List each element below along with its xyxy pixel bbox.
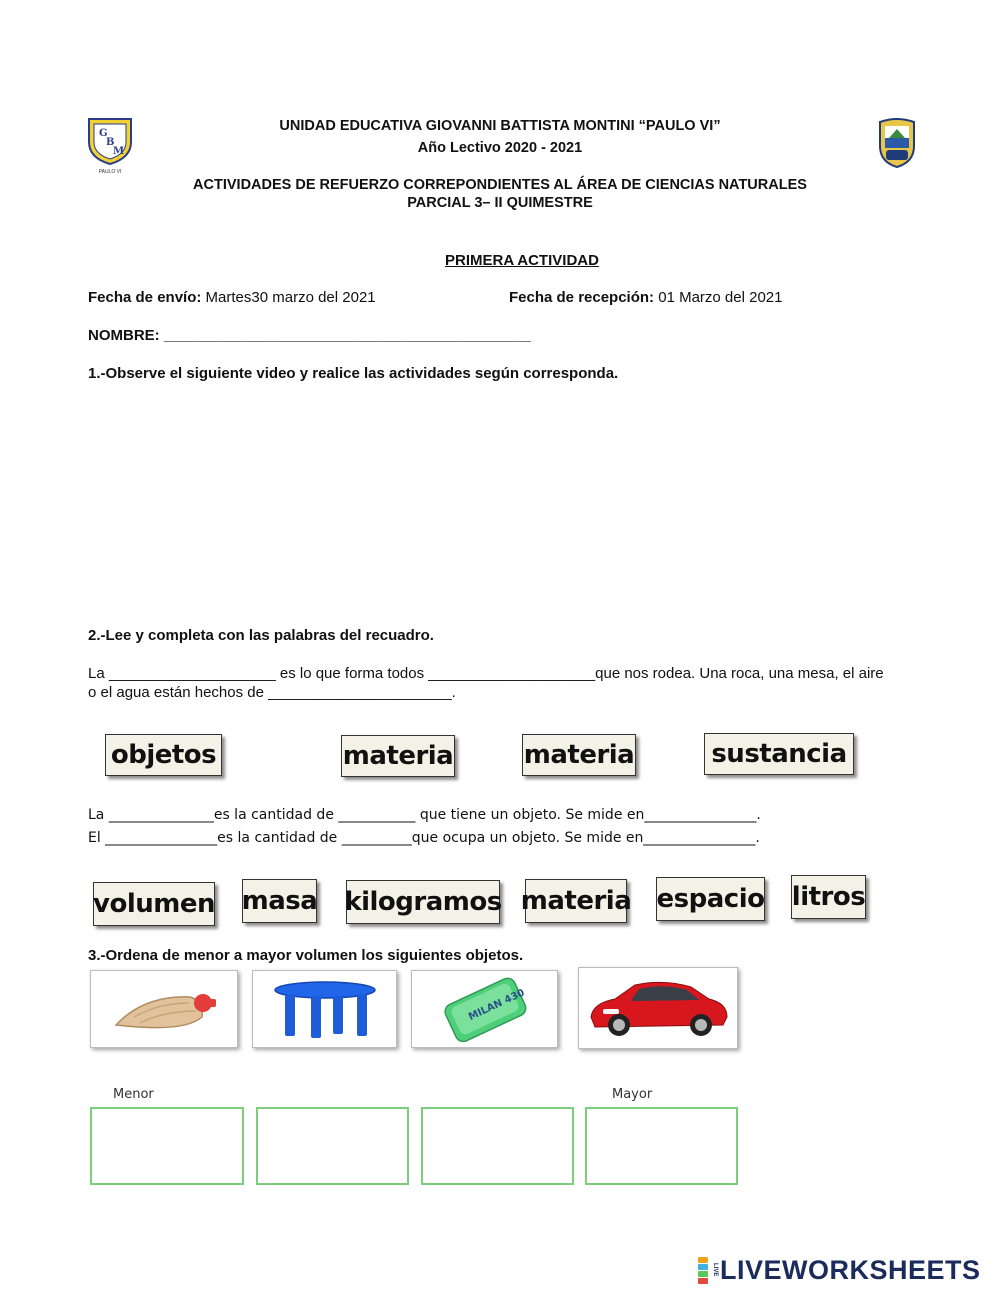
- logo-caption: PAULO VI: [98, 169, 122, 175]
- word-chip-materia[interactable]: materia: [341, 735, 455, 777]
- term-title: PARCIAL 3– II QUIMESTRE: [407, 195, 593, 211]
- name-field[interactable]: NOMBRE: ____________________________________________: [88, 327, 531, 344]
- svg-text:G: G: [99, 128, 108, 139]
- brand-name: LIVEWORKSHEETS: [720, 1254, 981, 1285]
- school-year: Año Lectivo 2020 - 2021: [417, 140, 583, 156]
- word-chip-materia-2[interactable]: materia: [522, 734, 636, 776]
- word-chip-masa[interactable]: masa: [242, 879, 317, 923]
- eraser-icon: [425, 976, 545, 1042]
- car-icon: [583, 973, 733, 1043]
- received-date: [509, 289, 782, 306]
- school-name: UNIDAD EDUCATIVA GIOVANNI BATTISTA MONTINI “PAULO VI”: [279, 118, 721, 134]
- q2-sentence-1: La ____________________ es lo que forma todos ____________________que nos rodea. Una roca, una mesa, el aire: [88, 665, 884, 682]
- word-chip-kilogramos[interactable]: kilogramos: [346, 880, 500, 924]
- label-menor: Menor: [113, 1087, 154, 1102]
- spinning-top-icon: [104, 977, 224, 1041]
- question-2: 2.-Lee y completa con las palabras del recuadro.: [88, 627, 434, 644]
- liveworksheets-logo: [698, 1254, 981, 1286]
- word-chip-litros[interactable]: litros: [791, 875, 866, 919]
- eraser-text: MILAN 430: [466, 987, 526, 1023]
- sent-date-value: Martes30 marzo del 2021: [205, 289, 376, 306]
- image-eraser[interactable]: [411, 970, 558, 1048]
- activity-title: ACTIVIDADES DE REFUERZO CORREPONDIENTES AL ÁREA DE CIENCIAS NATURALES: [193, 177, 807, 193]
- table-icon: [265, 976, 385, 1042]
- video-area[interactable]: [88, 395, 948, 620]
- brand-mark-icon: [698, 1257, 708, 1284]
- answer-box-1[interactable]: [90, 1107, 244, 1185]
- answer-box-3[interactable]: [421, 1107, 574, 1185]
- q2-sentence-3: La _______________es la cantidad de ___________ que tiene un objeto. Se mide en________________.: [88, 807, 761, 823]
- received-date-label: Fecha de recepción:: [509, 289, 655, 306]
- question-1: 1.-Observe el siguiente video y realice las actividades según corresponda.: [88, 365, 619, 382]
- word-chip-espacio[interactable]: espacio: [656, 877, 765, 921]
- q2-sentence-4: El ________________es la cantidad de __________que ocupa un objeto. Se mide en________________.: [88, 830, 760, 846]
- question-3: 3.-Ordena de menor a mayor volumen los siguientes objetos.: [88, 947, 524, 964]
- brand-mark-text: LIVE: [712, 1263, 718, 1277]
- q2-sentence-2: o el agua están hechos de ______________________.: [88, 684, 456, 701]
- word-chip-sustancia[interactable]: sustancia: [704, 733, 854, 775]
- image-red-car[interactable]: [578, 967, 738, 1049]
- label-mayor: Mayor: [612, 1087, 653, 1102]
- image-blue-table[interactable]: [252, 970, 397, 1048]
- word-chip-volumen[interactable]: volumen: [93, 882, 215, 926]
- word-chip-objetos[interactable]: objetos: [105, 734, 222, 776]
- answer-box-2[interactable]: [256, 1107, 409, 1185]
- answer-box-4[interactable]: [585, 1107, 738, 1185]
- image-spinning-top[interactable]: [90, 970, 238, 1048]
- svg-text:B: B: [106, 137, 115, 148]
- section-title: PRIMERA ACTIVIDAD: [445, 252, 599, 269]
- sent-date-label: Fecha de envío:: [88, 289, 202, 306]
- received-date-value: 01 Marzo del 2021: [658, 289, 783, 306]
- word-chip-materia-3[interactable]: materia: [525, 879, 627, 923]
- sent-date: [88, 289, 376, 306]
- svg-text:M: M: [113, 146, 125, 157]
